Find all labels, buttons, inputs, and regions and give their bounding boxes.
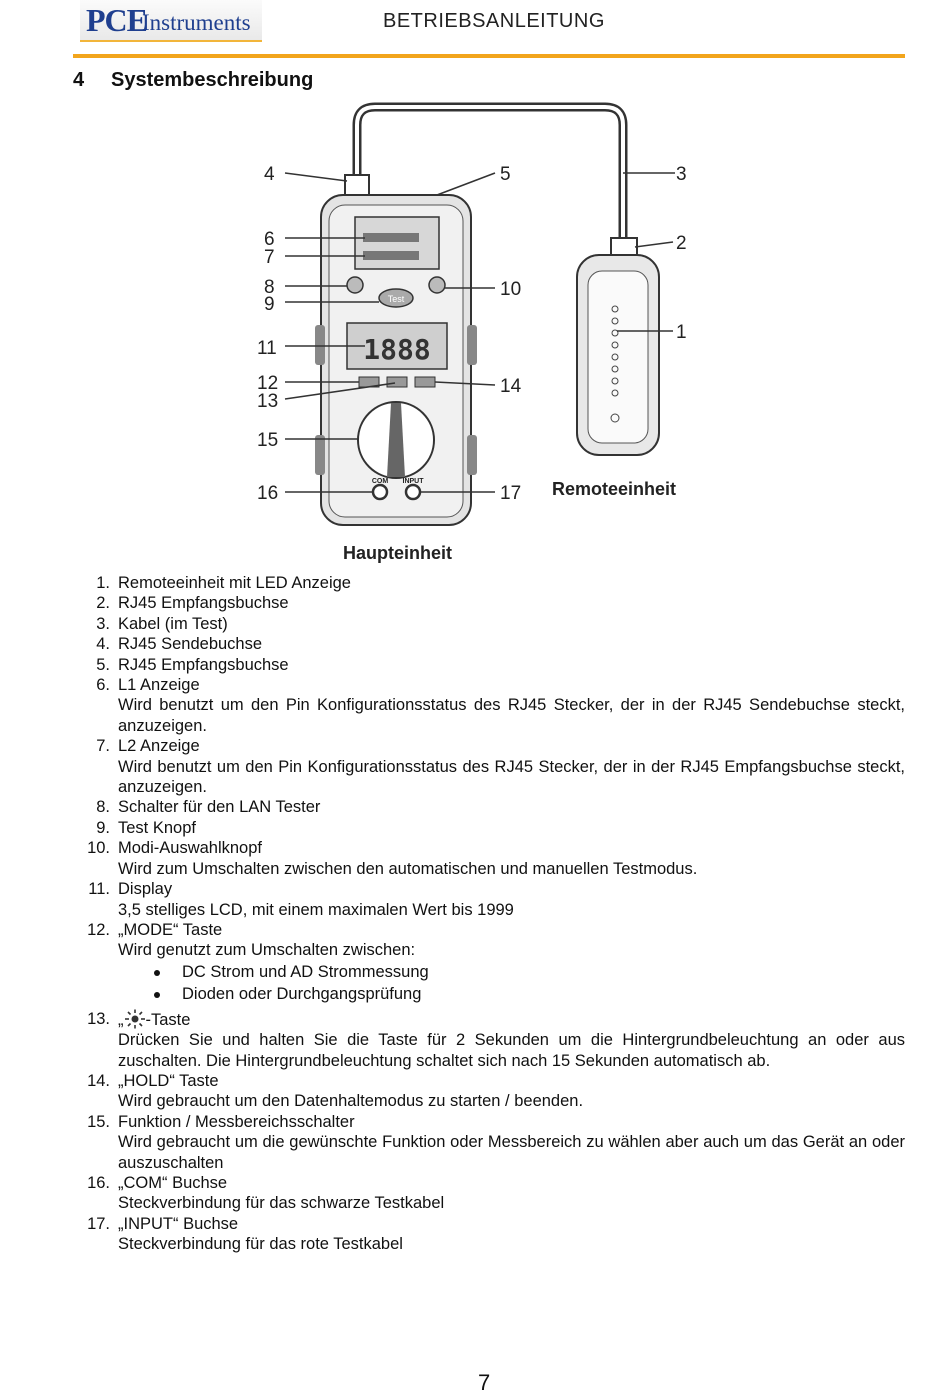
led-display <box>355 217 439 269</box>
document-title: BETRIEBSANLEITUNG <box>383 10 605 32</box>
item-title: RJ45 Empfangsbuchse <box>118 594 289 613</box>
logo-instruments-text: Instruments <box>142 10 251 35</box>
item-description: 3,5 stelliges LCD, mit einem maximalen Wert bis 1999 <box>118 900 514 919</box>
input-jack <box>406 485 420 499</box>
component-list <box>73 573 905 1255</box>
pce-instruments-logo <box>80 0 262 42</box>
item-description: Drücken Sie und halten Sie die Taste für 2 Sekunden um die Hintergrundbeleuchtung an oder aus zuschalten. Die Hintergrundbeleuchtung schaltet sich nach 15 Sekunden automatisch ab. <box>118 1031 905 1070</box>
receive-connector <box>611 238 637 256</box>
item-title: „COM“ Buchse <box>118 1173 228 1192</box>
system-diagram <box>255 95 720 575</box>
backlight-key <box>387 377 407 387</box>
callout-number: 3 <box>676 164 687 185</box>
device-illustration <box>255 95 720 575</box>
item-title: Display <box>118 880 173 899</box>
com-jack-label: COM <box>371 478 389 485</box>
list-item <box>73 675 905 736</box>
item-title: Test Knopf <box>118 818 196 837</box>
list-item <box>73 573 905 593</box>
item-number: 1. <box>96 574 110 592</box>
item-description: Wird benutzt um den Pin Konfigurationsstatus des RJ45 Stecker, der in der RJ45 Sendebuchse steckt, anzuzeigen. <box>118 696 905 735</box>
main-unit-caption: Haupteinheit <box>343 543 453 563</box>
callout-number: 8 <box>264 277 275 298</box>
item-number: 17. <box>87 1214 110 1233</box>
bullet-list <box>118 961 905 1005</box>
callout-number: 5 <box>500 164 511 185</box>
list-item <box>73 920 905 1005</box>
item-title: Funktion / Messbereichsschalter <box>118 1112 355 1131</box>
callout-number: 9 <box>264 294 275 315</box>
callout-number: 10 <box>500 279 522 300</box>
item-title <box>118 1009 905 1030</box>
list-item <box>73 1173 905 1214</box>
item-number: 3. <box>96 614 110 633</box>
item-title: Remoteeinheit mit LED Anzeige <box>118 574 351 592</box>
list-item <box>73 736 905 797</box>
item-number: 15. <box>87 1112 110 1131</box>
list-item <box>73 655 905 675</box>
callout-number: 12 <box>257 373 279 394</box>
callout-number: 4 <box>264 164 275 185</box>
callout-number: 2 <box>676 233 687 254</box>
com-jack <box>373 485 387 499</box>
list-item <box>73 838 905 879</box>
list-item <box>73 1112 905 1173</box>
item-description: Wird benutzt um den Pin Konfigurationsstatus des RJ45 Stecker, der in der RJ45 Empfangsbuchse steckt, anzuzeigen. <box>118 757 905 797</box>
lcd-digits: 1888 <box>363 333 431 366</box>
list-item <box>73 1009 905 1071</box>
item-title: Modi-Auswahlknopf <box>118 839 262 858</box>
item-title: „HOLD“ Taste <box>118 1071 219 1090</box>
item-number: 7. <box>96 737 110 756</box>
callout-number: 6 <box>264 229 275 250</box>
hold-key <box>415 377 435 387</box>
callout-number: 15 <box>257 430 279 451</box>
item-number: 6. <box>96 676 110 695</box>
callout-number: 1 <box>676 322 687 343</box>
mode-select-button <box>429 277 445 293</box>
section-number: 4 <box>73 69 85 91</box>
item-description: Wird gebraucht um die gewünschte Funktion oder Messbereich zu wählen aber auch um das Gerät an oder auszuschalten <box>118 1133 905 1172</box>
item-number: 4. <box>96 635 110 654</box>
logo-pce-text: PCE <box>86 2 147 38</box>
callout-number: 17 <box>500 483 522 504</box>
list-item <box>73 879 905 920</box>
list-item <box>73 818 905 838</box>
input-jack-label: INPUT <box>402 478 424 485</box>
list-item <box>73 1214 905 1255</box>
page-number: 7 <box>478 1370 491 1395</box>
item-description: Wird gebraucht um den Datenhaltemodus zu starten / beenden. <box>118 1092 584 1111</box>
item-title: „INPUT“ Buchse <box>118 1214 239 1233</box>
item-description: Steckverbindung für das schwarze Testkabel <box>118 1194 445 1213</box>
item-title: „MODE“ Taste <box>118 920 223 939</box>
callout-number: 14 <box>500 376 522 397</box>
list-item <box>73 593 905 613</box>
callout-number: 16 <box>257 483 279 504</box>
section-title: Systembeschreibung <box>111 69 314 91</box>
item-number: 2. <box>96 594 110 613</box>
page-header <box>0 0 950 60</box>
item-number: 9. <box>96 818 110 837</box>
callout-number: 13 <box>257 391 279 412</box>
test-button-label: Test <box>387 294 405 304</box>
lan-switch <box>347 277 363 293</box>
item-title: RJ45 Sendebuchse <box>118 635 263 654</box>
list-item <box>73 797 905 817</box>
bullet-item: Dioden oder Durchgangsprüfung <box>118 983 905 1005</box>
bullet-item: DC Strom und AD Strommessung <box>118 961 905 983</box>
item-description: Wird genutzt zum Umschalten zwischen: <box>118 941 416 960</box>
item-description: Wird zum Umschalten zwischen den automatischen und manuellen Testmodus. <box>118 859 698 878</box>
callout-number: 11 <box>257 338 277 359</box>
item-title: RJ45 Empfangsbuchse <box>118 655 289 674</box>
list-item <box>73 1071 905 1112</box>
item-number: 14. <box>87 1071 110 1090</box>
item-number: 13. <box>87 1009 110 1028</box>
item-number: 11. <box>88 880 110 899</box>
item-number: 5. <box>96 655 110 674</box>
list-item <box>73 614 905 634</box>
item-number: 12. <box>87 920 110 939</box>
item-title: L1 Anzeige <box>118 676 200 695</box>
item-title: Kabel (im Test) <box>118 614 228 633</box>
sun-backlight-icon <box>124 1009 146 1029</box>
item-title: L2 Anzeige <box>118 737 200 756</box>
item-number: 10. <box>87 839 110 858</box>
item-number: 8. <box>96 798 110 817</box>
remote-unit-caption: Remoteeinheit <box>552 479 677 499</box>
item-title: Schalter für den LAN Tester <box>118 798 321 817</box>
item-title-suffix: -Taste <box>145 1010 191 1029</box>
callout-number: 7 <box>264 247 275 268</box>
header-divider <box>73 54 905 58</box>
send-connector <box>345 175 369 197</box>
item-number: 16. <box>87 1173 110 1192</box>
list-item <box>73 634 905 654</box>
item-title-prefix: „ <box>118 1010 124 1029</box>
item-description: Steckverbindung für das rote Testkabel <box>118 1235 403 1254</box>
